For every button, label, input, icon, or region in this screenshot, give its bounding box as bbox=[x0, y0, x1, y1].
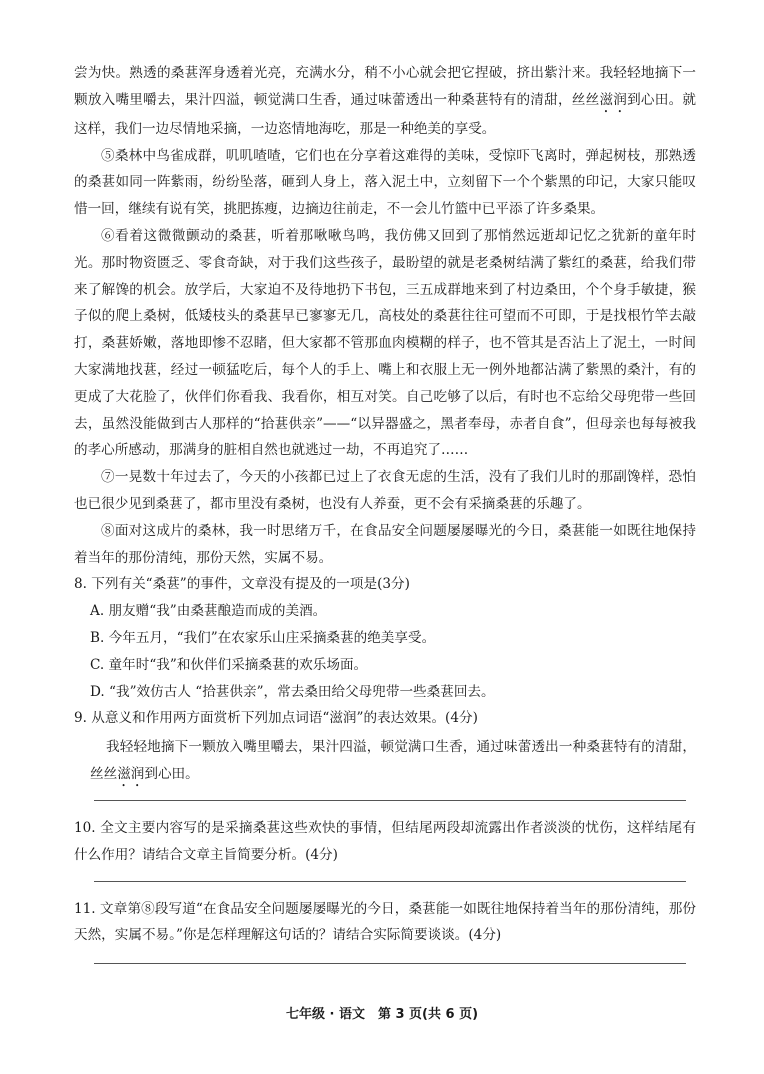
quote-text: 到心田。 bbox=[144, 765, 199, 782]
emphasized-word: 滋 bbox=[599, 91, 614, 108]
question-10: 10. 全文主要内容写的是采摘桑葚这些欢快的事情，但结尾两段却流露出作者淡淡的忧伤，这样结尾有什么作用？请结合文章主旨简要分析。(4分) bbox=[74, 819, 696, 863]
page-footer: 七年级 · 语文 第 3 页(共 6 页) bbox=[285, 1007, 479, 1022]
text-line: 到心田。就这样，我们一边尽情地采摘，一边恣情地海吃，那是一种绝美的享受。 bbox=[74, 91, 697, 137]
question-8-option-d: D. “我”效仿古人 “拾葚供亲”，常去桑田给父母兜带一些桑葚回去。 bbox=[90, 683, 495, 700]
question-11: 11. 文章第⑧段写道“在食品安全问题屡屡曝光的今日，桑葚能一如既往地保持着当年的那份清纯，那份天然，实属不易。”你是怎样理解这句话的？请结合实际简要谈谈。(4分) bbox=[74, 900, 696, 944]
question-8-stem: 8. 下列有关“桑葚”的事件，文章没有提及的一项是(3分) bbox=[74, 576, 410, 593]
question-8-option-b: B. 今年五月，“我们”在农家乐山庄采摘桑葚的绝美享受。 bbox=[90, 629, 436, 646]
question-9-quote bbox=[74, 734, 696, 790]
paragraph-7: ⑦一晃数十年过去了，今天的小孩都已过上了衣食无虑的生活，没有了我们儿时的那副馋样，恐怕也已很少见到桑葚了，都市里没有桑树，也没有人养蚕，更不会有采摘桑葚的乐趣了。 bbox=[74, 469, 696, 512]
question-8-option-a: A. 朋友赠“我”由桑葚酿造而成的美酒。 bbox=[90, 603, 327, 620]
answer-line[interactable] bbox=[94, 963, 686, 964]
text-line: 尝为快。熟透的桑葚浑身透着光亮，充满水分，稍不小心就会把它捏破，挤出紫汁来。我轻轻地 bbox=[74, 65, 655, 81]
emphasized-word: 滋润 bbox=[117, 765, 145, 782]
paragraph-5: ⑤桑林中鸟雀成群，叽叽喳喳，它们也在分享着这难得的美味，受惊吓飞离时，弹起树枝，那熟透的桑葚如同一阵紫雨，纷纷坠落，砸到人身上，落入泥土中，立刻留下一个个紫黑的印记，大家只能叹惜一回，继续有说有笑，挑肥拣瘦，边摘边往前走，不一会儿竹篮中已平添了许多桑果。 bbox=[74, 147, 696, 218]
question-8-option-c: C. 童年时“我”和伙伴们采摘桑葚的欢乐场面。 bbox=[90, 656, 368, 673]
paragraph-continued bbox=[74, 60, 696, 143]
page-content bbox=[74, 60, 696, 964]
paragraph-6: ⑥看着这微微颤动的桑葚，听着那啾啾鸟鸣，我仿佛又回到了那悄然远逝却记忆之犹新的童年时光。那时物资匮乏、零食奇缺，对于我们这些孩子，最盼望的就是老桑树结满了紫红的桑葚，给我们带来了解馋的机会。放学后，大家迫不及待地扔下书包，三五成群地来到了村边桑田，个个身手敏捷，猴子似的爬上桑树，低矮枝头的桑葚早已寥寥无几，高枝处的桑葚往往可望而不可即，于是找根竹竿去敲打，桑葚娇嫩，落地即惨不忍睹，但大家都不管那血肉模糊的样子，也不管其是否沾上了泥土，一时间大家满地找葚，经过一顿猛吃后，每个人的手上、嘴上和衣服上无一例外地都沾满了紫黑的桑汁，有的更成了大花脸了，伙伴们你看我、我看你，相互对笑。自己吃够了以后，有时也不忘给父母兜带一些回去，虽然没能做到古人那样的“拾葚供亲”——“以异器盛之，黑者奉母，赤者自食”，但母亲也每每被我的孝心所感动，那满身的脏相自然也就逃过一劫，不再追究了…… bbox=[74, 227, 696, 459]
quote-text: 我轻轻地摘下一颗放入嘴里嚼去，果汁四溢，顿觉满口生香，通过味蕾透出一种桑葚特有的清甜，丝丝 bbox=[90, 739, 696, 782]
text-line: 摘下一颗放入嘴里嚼去，果汁四溢，顿觉满口生香，通过味蕾透出一种桑葚特有的清甜，丝丝 bbox=[74, 65, 696, 108]
emphasized-word: 润 bbox=[613, 91, 628, 108]
question-9-stem: 9. 从意义和作用两方面赏析下列加点词语“滋润”的表达效果。(4分) bbox=[74, 710, 478, 727]
paragraph-8: ⑧面对这成片的桑林，我一时思绪万千，在食品安全问题屡屡曝光的今日，桑葚能一如既往地保持着当年的那份清纯，那份天然，实属不易。 bbox=[74, 522, 696, 566]
